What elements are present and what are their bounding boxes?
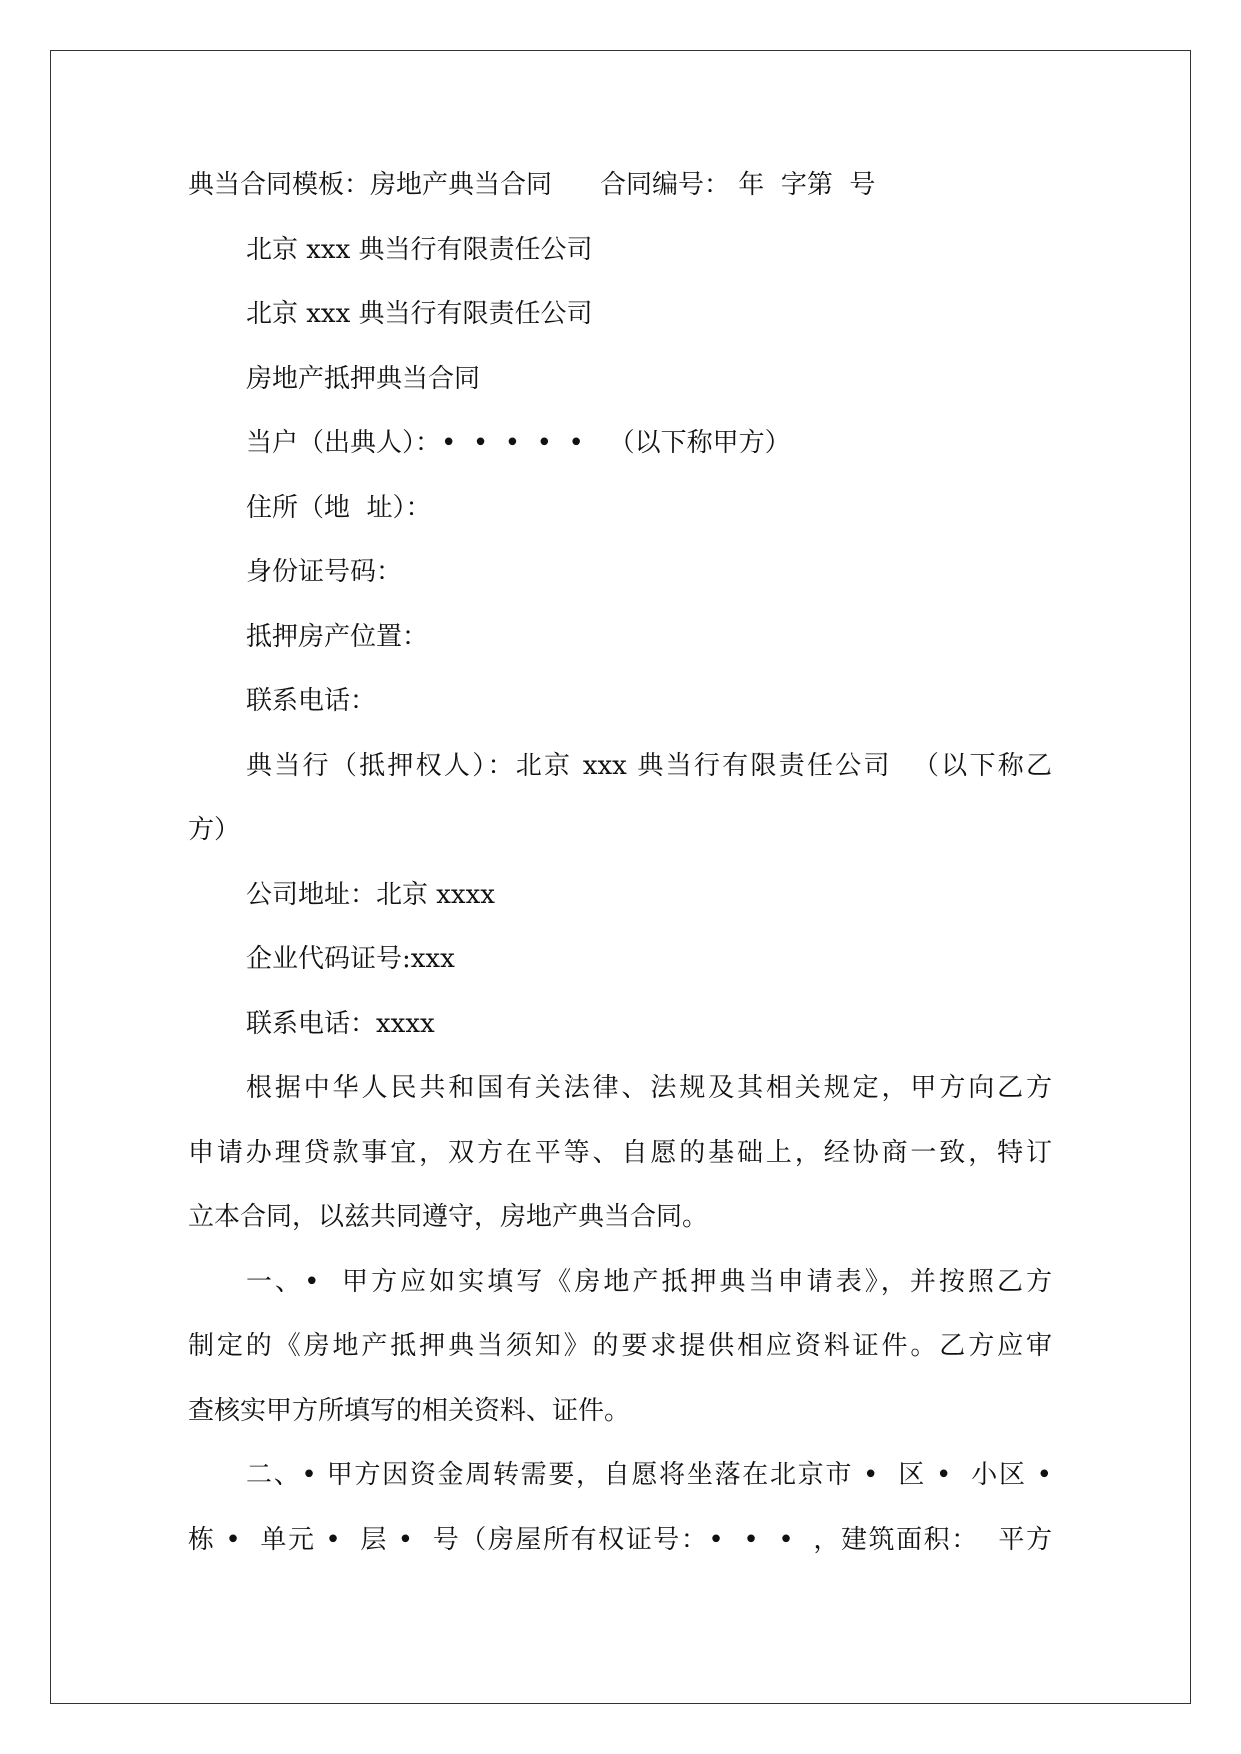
contract-title: 房地产抵押典当合同 bbox=[246, 363, 481, 394]
intro-paragraph bbox=[188, 1056, 1052, 1250]
paragraph-row: 二、• 甲方因资金周转需要，自愿将坐落在北京市 • 区 • 小区 • bbox=[246, 1460, 1052, 1490]
document-body bbox=[188, 153, 1052, 1572]
header-line bbox=[188, 153, 1052, 218]
clause-1-paragraph bbox=[188, 1250, 1052, 1444]
paragraph-row: 立本合同，以兹共同遵守，房地产典当合同。 bbox=[188, 1202, 709, 1232]
paragraph-row: 制定的《房地产抵押典当须知》的要求提供相应资料证件。乙方应审 bbox=[188, 1331, 1052, 1361]
company-address-line: 公司地址：北京 xxxx bbox=[246, 879, 495, 910]
party-b-row: 典当行（抵押权人）：北京 xxx 典当行有限责任公司 （以下称乙 bbox=[246, 750, 1052, 781]
clause-2-paragraph bbox=[188, 1443, 1052, 1572]
phone-b-line: 联系电话：xxxx bbox=[246, 1008, 435, 1039]
phone-a-line: 联系电话： bbox=[246, 686, 377, 716]
address-line: 住所（地 址）： bbox=[246, 492, 432, 523]
paragraph-row: 查核实甲方所填写的相关资料、证件。 bbox=[188, 1395, 631, 1426]
company-name-line: 北京 xxx 典当行有限责任公司 bbox=[246, 299, 593, 329]
company-code-line: 企业代码证号:xxx bbox=[246, 944, 455, 974]
party-b-paragraph bbox=[188, 734, 1052, 863]
paragraph-row: 一、• 甲方应如实填写《房地产抵押典当申请表》，并按照乙方 bbox=[246, 1266, 1052, 1297]
party-b-row: 方） bbox=[188, 815, 241, 845]
paragraph-row: 根据中华人民共和国有关法律、法规及其相关规定，甲方向乙方 bbox=[246, 1073, 1052, 1103]
document-template-title: 典当合同模板：房地产典当合同 bbox=[188, 170, 553, 200]
paragraph-row: 申请办理贷款事宜，双方在平等、自愿的基础上，经协商一致，特订 bbox=[188, 1137, 1052, 1168]
paragraph-row: 栋 • 单元 • 层 • 号（房屋所有权证号：• • • ，建筑面积： 平方 bbox=[188, 1524, 1052, 1555]
party-a-line: 当户（出典人）：• • • • • （以下称甲方） bbox=[246, 428, 791, 458]
contract-number-label: 合同编号： bbox=[600, 170, 731, 200]
company-name-line: 北京 xxx 典当行有限责任公司 bbox=[246, 234, 593, 265]
contract-number-value: 年 字第 号 bbox=[738, 170, 876, 200]
id-number-line: 身份证号码： bbox=[246, 557, 403, 587]
property-location-line: 抵押房产位置： bbox=[246, 621, 429, 652]
